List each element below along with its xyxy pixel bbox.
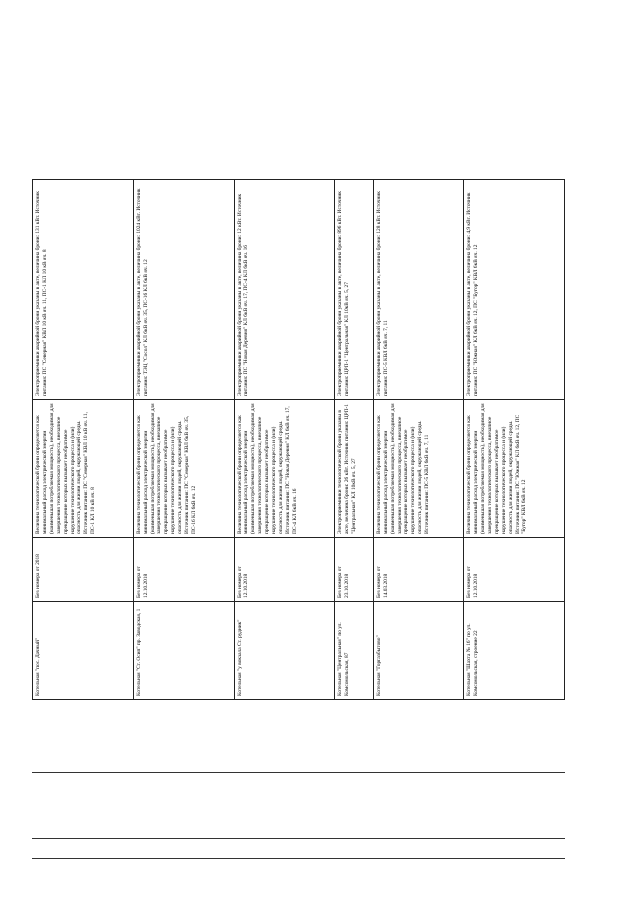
emergency-reserve-cell: Электроприемники аварийной брони указаны в акте, величина брони: 12 кВт. Источник питания: ПС "Новая Деревня" КЛ 6кВ яч. 17, ПС-4 КЛ 6кВ яч. 16 [234,180,335,400]
act-doc-cell: Без номера от 12.10.2018 [234,538,335,602]
tech-reserve-cell: Величина технологической брони определяется как минимальный расход электрической энергии (наименьшая потребляемая мощность), необходимая для завершения технологического процесса, внезапное прекращение которых вызывает необратимое нарушение технологического процесса и (или) опасность для жизни людей, окружающей среды. Источник питания: ПС "Южная" КЛ 6кВ яч. 12, ПС "Бугор" КВЛ 6кВ яч. 12 [464,400,565,538]
act-doc-cell: Без номера от 12.10.2018 [464,538,565,602]
boiler-name-cell: Котельная "Центральная" по ул. Комсомольская, 87 [335,602,374,700]
tech-reserve-cell: Электроприемники технологической брони указаны в акте, величина брони: 26 кВт. Источник питания: ЦРП-1 "Центральная" КЛ 10кВ яч. 5, 27 [335,400,374,538]
table-row [335,180,374,700]
emergency-reserve-cell: Электроприемники аварийной брони указаны в акте, величина брони: 896 кВт. Источник питания: ЦРП-1 "Центральная" КЛ 10кВ яч. 5, 27 [335,180,374,400]
table-row [464,180,565,700]
emergency-reserve-cell: Электроприемники аварийной брони указаны в акте, величина брони: 128 кВт. Источник питания: ПС-5 КВЛ 6кВ яч. 7, 11 [373,180,463,400]
rotated-page-table [32,180,565,700]
act-doc-cell: Без номера от 2018 [33,538,134,602]
emergency-reserve-cell: Электроприемники аварийной брони указаны в акте, величина брони: 1024 кВт. Источник питания: ТЭЦ "Сосол" КЛ 6кВ яч. 35, ПС-16 КЛ 6кВ яч. 12 [133,180,234,400]
table-row [33,180,134,700]
boiler-reserve-table [32,179,565,700]
act-doc-cell: Без номера от 14.03.2018 [373,538,463,602]
tech-reserve-cell: Величина технологической брони определяется как минимальный расход электрической энергии (наименьшая потребляемая мощность), необходимая для завершения технологического процесса, внезапное прекращение которых вызывает необратимое нарушение технологического процесса и (или) опасность для жизни людей, окружающей среды. Источник питания: ПС "Новая Деревня" КЛ 6кВ яч. 17, ПС-4 КЛ 6кВ яч. 16 [234,400,335,538]
horizontal-rule-bottom [32,858,565,859]
boiler-name-cell: Котельная "Ст. Осип" пр. Заводская, 1 [133,602,234,700]
boiler-name-cell: Котельная "пос. Дачный" [33,602,134,700]
tech-reserve-cell: Величина технологической брони определяется как минимальный расход электрической энергии (наименьшая потребляемая мощность), необходимая для завершения технологического процесса, внезапное прекращение которых вызывает необратимое нарушение технологического процесса и (или) опасность для жизни людей, окружающей среды. Источник питания: ПС-5 КВЛ 6кВ яч. 7, 11 [373,400,463,538]
boiler-name-cell: Котельная "Шахта № 16" по ул. Комсомольская, строение 22 [464,602,565,700]
horizontal-rule-middle [32,838,565,839]
table-row [234,180,335,700]
act-doc-cell: Без номера от 12.10.2018 [133,538,234,602]
horizontal-rule-top [32,772,565,773]
boiler-name-cell: Котельная "Горгазбытово" [373,602,463,700]
emergency-reserve-cell: Электроприемники аварийной брони указаны в акте, величина брони: 131 кВт. Источник питания: ПС "Северная" КВЛ 10 кВ яч. 11, ПС-1 КЛ 10 кВ яч. 8 [33,180,134,400]
table-row [133,180,234,700]
emergency-reserve-cell: Электроприемники аварийной брони указаны в акте, величина брони: 4,9 кВт. Источник питания: ПС "Южная" КЛ 6кВ яч. 12, ПС "Бугор" КВЛ 6кВ яч. 12 [464,180,565,400]
boiler-name-cell: Котельная "у вокзала Ст. рудник" [234,602,335,700]
tech-reserve-cell: Величина технологической брони определяется как минимальный расход электрической энергии (наименьшая потребляемая мощность), необходимая для завершения технологического процесса, внезапное прекращение которых вызывает необратимое нарушение технологического процесса и (или) опасность для жизни людей, окружающей среды. Источник питания: ПС "Северная" КВЛ 10 кВ яч. 11, ПС-1 КЛ 10 кВ яч. 8 [33,400,134,538]
act-doc-cell: Без номера от 23.10.2018 [335,538,374,602]
tech-reserve-cell: Величина технологической брони определяется как минимальный расход электрической энергии (наименьшая потребляемая мощность), необходимая для завершения технологического процесса, внезапное прекращение которых вызывает необратимое нарушение технологического процесса и (или) опасность для жизни людей, окружающей среды. Источник питания: ПС "Северная" КВЛ 6кВ яч. 35, ПС-16 КЛ 6кВ яч. 12 [133,400,234,538]
table-row [373,180,463,700]
